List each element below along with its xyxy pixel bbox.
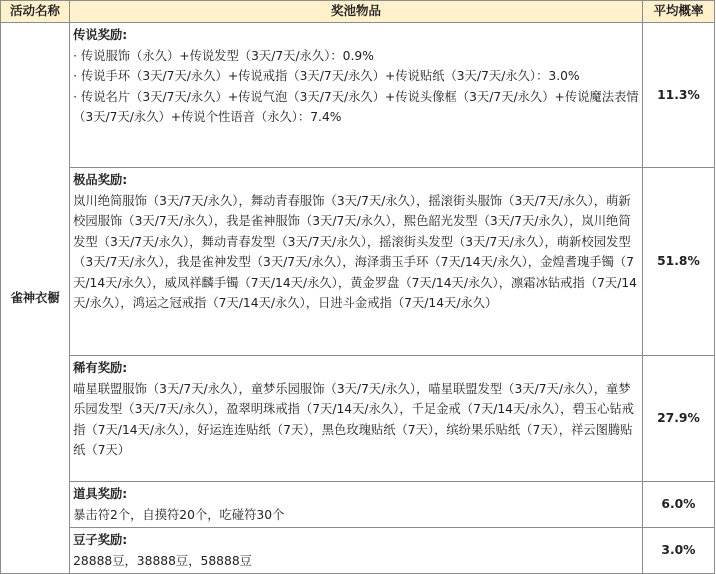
category-title: 传说奖励:: [73, 28, 128, 42]
probability-cell: 6.0%: [642, 482, 714, 528]
reward-line: · 传说服饰（永久）+传说发型（3天/7天/永久）：0.9%: [73, 48, 374, 63]
table-row: [1, 482, 715, 528]
category-title: 稀有奖励:: [73, 361, 128, 375]
probability-cell: 3.0%: [642, 528, 714, 574]
header-activity-name: 活动名称: [1, 1, 70, 23]
table-header-row: [1, 1, 715, 23]
reward-line: 岚川绝简服饰（3天/7天/永久），舞动青春服饰（3天/7天/永久），摇滚街头服饰（3天/7天/永久），萌新校园服饰（3天/7天/永久），我是雀神服饰（3天/7天/永久），熙色韶光发型（3天/7天/永久），岚川绝简发型（3天/7天/永久），舞动青春发型（3天/7天/永久），摇滚街头发型（3天/7天/永久），萌新校园发型（3天/7天/永久），我是雀神发型（3天/7天/永久），海泽翡玉手环（7天/14天/永久），金煌耆瑰手镯（7天/14天/永久），威凤祥麟手镯（7天/14天/永久），黄金罗盘（7天/14天/永久），凛霜冰钻戒指（7天/14天/永久），鸿运之冠戒指（7天/14天/永久），日进斗金戒指（7天/14天/永久）: [73, 193, 637, 310]
reward-line: 喵星联盟服饰（3天/7天/永久），童梦乐园服饰（3天/7天/永久），喵星联盟发型（3天/7天/永久），童梦乐园发型（3天/7天/永久），盈翠明珠戒指（7天/14天/永久），千足金戒（7天/14天/永久），碧玉心钻戒指（7天/14天/永久），好运连连贴纸（7天），黑色玫瑰贴纸（7天），缤纷果乐贴纸（7天），祥云图腾贴纸（7天）: [73, 381, 634, 457]
table-row: [1, 356, 715, 482]
table-row: [1, 528, 715, 574]
header-average-probability: 平均概率: [642, 1, 714, 23]
category-title: 极品奖励:: [73, 173, 128, 187]
rare-rewards-cell: [70, 356, 643, 482]
reward-line: · 传说手环（3天/7天/永久）+传说戒指（3天/7天/永久）+传说贴纸（3天/7天/永久）：3.0%: [73, 69, 580, 83]
legendary-rewards-cell: [70, 23, 643, 168]
activity-name-cell: 雀神衣橱: [1, 23, 70, 574]
probability-cell: 11.3%: [642, 23, 714, 168]
reward-line: 28888豆，38888豆，58888豆: [73, 553, 252, 568]
header-pool-items: 奖池物品: [70, 1, 643, 23]
reward-line: · 传说名片（3天/7天/永久）+传说气泡（3天/7天/永久）+传说头像框（3天/7天/永久）+传说魔法表情（3天/7天/永久）+传说个性语音（永久）：7.4%: [73, 89, 639, 124]
category-title: 豆子奖励:: [73, 533, 128, 547]
table-row: [1, 168, 715, 356]
premium-rewards-cell: [70, 168, 643, 356]
category-title: 道具奖励:: [73, 487, 128, 501]
reward-line: 暴击符2个，自摸符20个，吃碰符30个: [73, 507, 285, 522]
probability-cell: 27.9%: [642, 356, 714, 482]
table-row: [1, 23, 715, 168]
probability-cell: 51.8%: [642, 168, 714, 356]
bean-rewards-cell: [70, 528, 643, 574]
prop-rewards-cell: [70, 482, 643, 528]
